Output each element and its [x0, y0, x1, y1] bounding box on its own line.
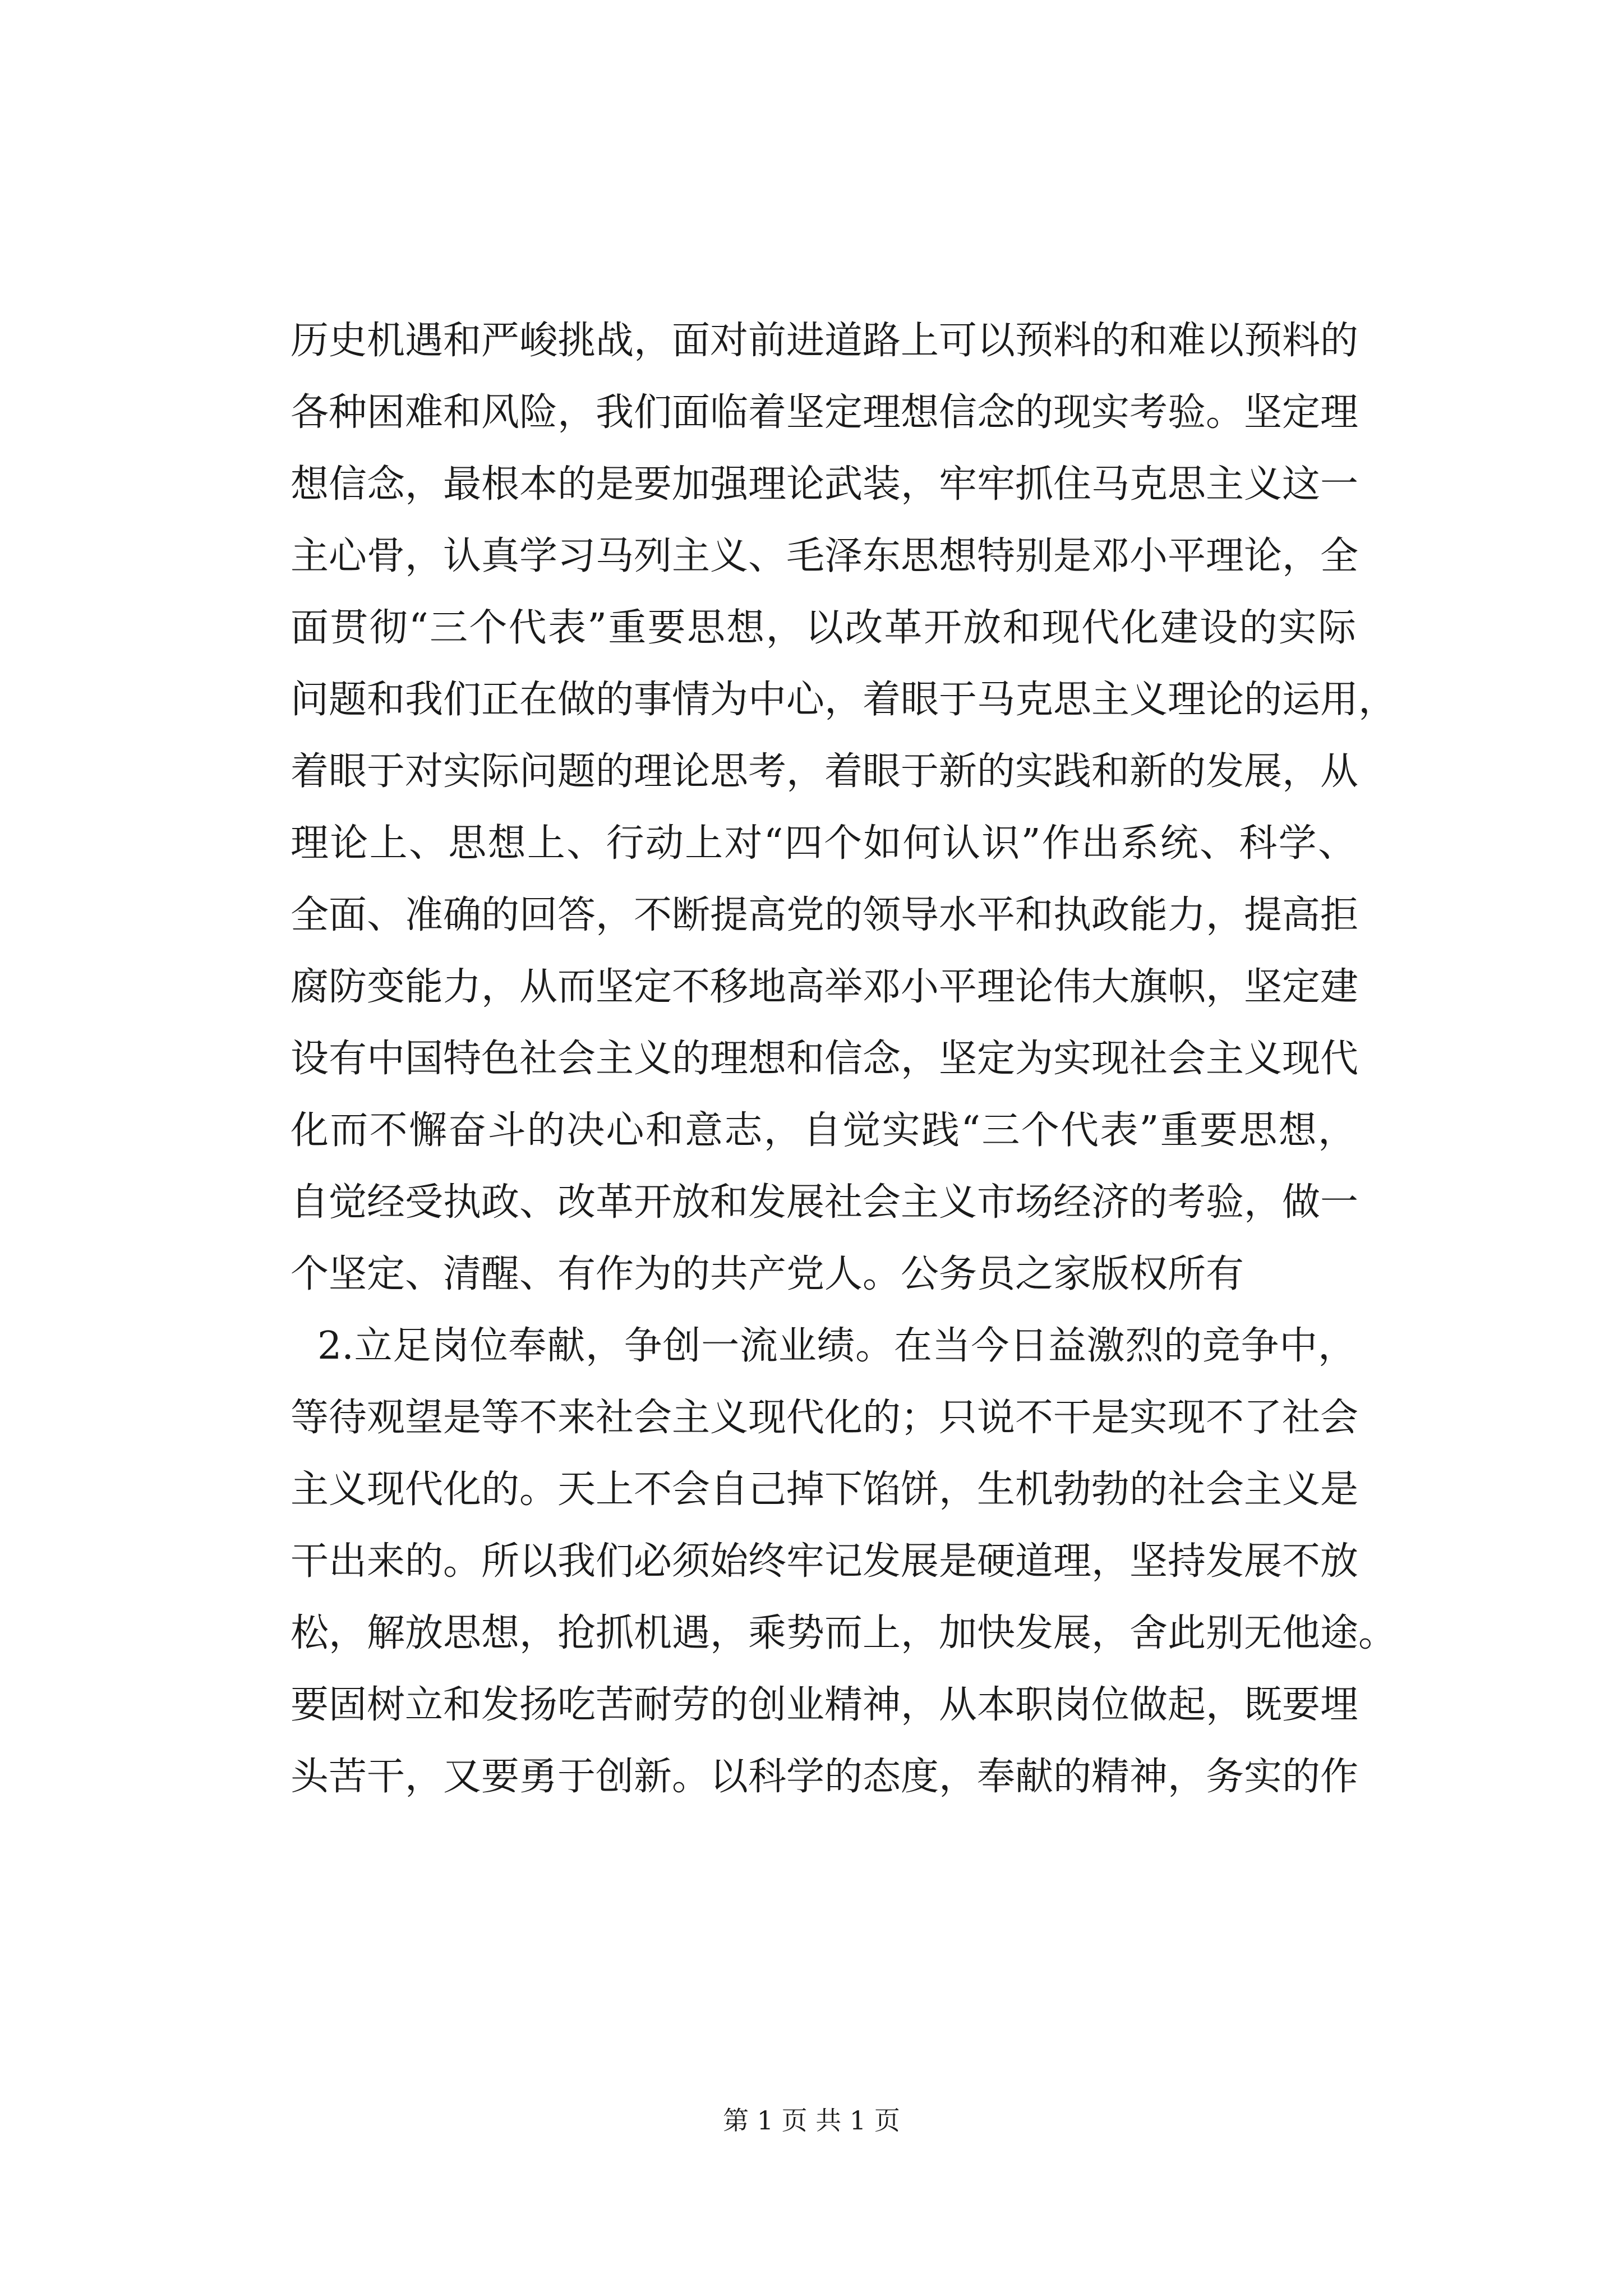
text-line: 着眼于对实际问题的理论思考，着眼于新的实践和新的发展，从	[291, 749, 1359, 794]
text-line: 主心骨，认真学习马列主义、毛泽东思想特别是邓小平理论，全	[291, 534, 1359, 578]
text-line: 化而不懈奋斗的决心和意志，自觉实践“三个代表”重要思想，	[291, 1108, 1356, 1153]
text-line: 主义现代化的。天上不会自己掉下馅饼，生机勃勃的社会主义是	[291, 1467, 1359, 1512]
text-line: 理论上、思想上、行动上对“四个如何认识”作出系统、科学、	[291, 821, 1356, 866]
text-line: 想信念，最根本的是要加强理论武装，牢牢抓住马克思主义这一	[291, 462, 1359, 507]
text-line: 问题和我们正在做的事情为中心，着眼于马克思主义理论的运用，	[291, 678, 1397, 722]
text-line: 设有中国特色社会主义的理想和信念，坚定为实现社会主义现代	[291, 1037, 1359, 1081]
page-number-footer: 第 1 页 共 1 页	[723, 2105, 900, 2136]
text-line: 干出来的。所以我们必须始终牢记发展是硬道理，坚持发展不放	[291, 1539, 1359, 1584]
text-line: 各种困难和风险，我们面临着坚定理想信念的现实考验。坚定理	[291, 390, 1359, 435]
text-line: 头苦干，又要勇于创新。以科学的态度，奉献的精神，务实的作	[291, 1755, 1359, 1799]
text-line: 面贯彻“三个代表”重要思想，以改革开放和现代化建设的实际	[291, 606, 1356, 650]
text-line: 松，解放思想，抢抓机遇，乘势而上，加快发展，舍此别无他途。	[291, 1611, 1397, 1655]
text-line: 等待观望是等不来社会主义现代化的；只说不干是实现不了社会	[291, 1396, 1359, 1440]
text-line: 2.立足岗位奉献，争创一流业绩。在当今日益激烈的竞争中，	[317, 1324, 1356, 1368]
text-line: 全面、准确的回答，不断提高党的领导水平和执政能力，提高拒	[291, 893, 1359, 937]
text-line: 个坚定、清醒、有作为的共产党人。公务员之家版权所有	[291, 1252, 1244, 1296]
text-line: 自觉经受执政、改革开放和发展社会主义市场经济的考验，做一	[291, 1180, 1359, 1225]
text-line: 要固树立和发扬吃苦耐劳的创业精神，从本职岗位做起，既要埋	[291, 1683, 1359, 1727]
text-line: 历史机遇和严峻挑战，面对前进道路上可以预料的和难以预料的	[291, 319, 1359, 363]
text-line: 腐防变能力，从而坚定不移地高举邓小平理论伟大旗帜，坚定建	[291, 965, 1359, 1009]
